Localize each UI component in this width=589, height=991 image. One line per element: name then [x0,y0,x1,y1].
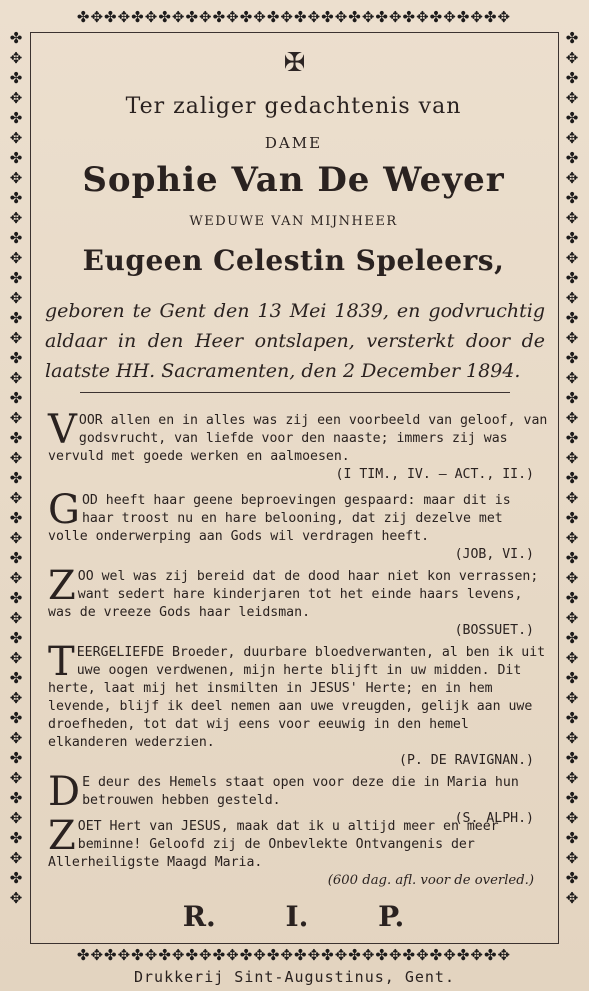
drop-cap: Z [48,563,76,609]
paragraph-text: OOR allen en in alles was zij een voorbeeld van geloof, van godsvrucht, van liefde voor den naaste; immers zij was vervuld met goede werken en aalmoesen. [48,413,548,464]
paragraph-source: (P. DE RAVIGNAN.) [399,753,534,768]
drop-cap: D [48,769,81,815]
paragraph-text: OET Hert van JESUS, maak dat ik u altijd meer en meer beminne! Geloofd zij de Onbevlekte Ontvangenis der Allerheiligste Maagd Maria. [48,819,499,870]
paragraph-1 [48,407,548,484]
cross-icon: ✠ [283,48,306,78]
drop-cap: T [48,639,75,685]
ornamental-border-left: ✤✥✤✥✤✥✤✥✤✥✤✥✤✥✤✥✤✥✤✥✤✥✤✥✤✥✤✥✤✥✤✥✤✥✤✥✤✥✤✥✤✥✤✥ [9,29,23,907]
paragraph-text: EERGELIEFDE Broeder, duurbare bloedverwanten, al ben ik uit uwe oogen verdwenen, mijn herte blijft in uw midden. Dit herte, laat mij het insmilten in JESUS' Herte; en in hem levende, blijf ik deel nemen aan uwe vreugden, gelijk aan uwe droefheden, tot dat wij eens voor eeuwig in den hemel elkanderen wederzien. [48,645,546,750]
drop-cap: G [48,487,80,533]
drop-cap: V [48,407,77,453]
paragraph-3 [48,563,548,640]
paragraph-source: (JOB, VI.) [454,547,534,562]
paragraph-text: OO wel was zij bereid dat de dood haar niet kon verrassen; want sedert hare kinderjaren tot het einde haars levens, was de vreeze Gods haar leidsman. [48,569,539,620]
printer-credit: Drukkerij Sint-Augustinus, Gent. [134,968,455,986]
paragraph-source: (I TIM., IV. — ACT., II.) [335,467,534,482]
paragraph-source: (S. ALPH.) [454,811,534,826]
biography: geboren te Gent den 13 Mei 1839, en godvruchtig aldaar in den Heer ontslapen, versterkt door de laatste HH. Sacramenten, den 2 December 1894. [45,300,545,382]
paragraph-text: OD heeft haar geene beproevingen gespaard: maar dit is haar troost nu en hare belooning, dat zij dezelve met volle onderwerping aan Gods wil verdragen heeft. [48,493,511,544]
ornamental-border-top: ✤✥✤✥✤✥✤✥✤✥✤✥✤✥✤✥✤✥✤✥✤✥✤✥✤✥✤✥✤✥✤✥ [76,8,512,26]
paragraph-text: E deur des Hemels staat open voor deze die in Maria hun betrouwen hebben gesteld. [82,775,519,808]
paragraph-source: (600 dag. afl. voor de overled.) [327,873,534,888]
husband-name: Eugeen Celestin Speleers, [82,244,505,277]
paragraph-6 [48,813,548,890]
title-dame: DAME [264,134,323,152]
drop-cap: Z [48,813,76,859]
paragraph-2 [48,487,548,564]
paragraph-source: (BOSSUET.) [454,623,534,638]
widow-line: WEDUWE VAN MIJNHEER [189,214,398,229]
divider [80,392,510,393]
ornamental-border-bottom: ✤✥✤✥✤✥✤✥✤✥✤✥✤✥✤✥✤✥✤✥✤✥✤✥✤✥✤✥✤✥✤✥ [76,946,512,964]
deceased-name: Sophie Van De Weyer [82,160,505,200]
ornamental-border-right: ✤✥✤✥✤✥✤✥✤✥✤✥✤✥✤✥✤✥✤✥✤✥✤✥✤✥✤✥✤✥✤✥✤✥✤✥✤✥✤✥✤✥✤✥ [565,29,579,907]
rip-initials: R. I. P. [182,900,405,933]
memory-line: Ter zaliger gedachtenis van [125,94,462,119]
paragraph-4 [48,639,548,770]
